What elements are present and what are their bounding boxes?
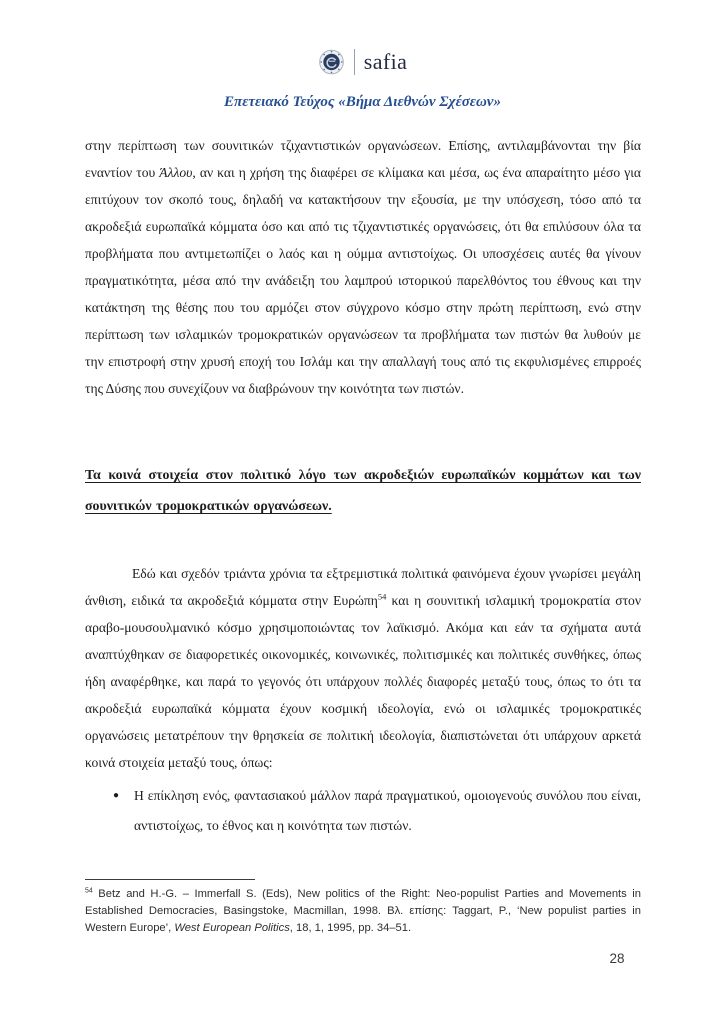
superscript-text: 54 [85, 887, 93, 895]
text-segment: στην περίπτωση των σουνιτικών τζιχαντιστικών οργανώσεων. Επίσης, αντιλαμβάνονται την βία εναντίον του [85, 138, 641, 180]
section-heading: Τα κοινά στοιχεία στον πολιτικό λόγο των ακροδεξιών ευρωπαϊκών κομμάτων και των σουνιτικών τρομοκρατικών οργανώσεων. [85, 468, 641, 514]
text-segment: Εδώ και σχεδόν τριάντα χρόνια τα εξτρεμιστικά πολιτικά φαινόμενα έχουν γνωρίσει μεγάλη άνθιση, ειδικά τα ακροδεξιά κόμματα στην Ευρώπη [85, 566, 641, 608]
footnote-text [85, 886, 641, 937]
page-number: 28 [609, 951, 625, 966]
body-paragraph-1 [85, 132, 641, 402]
safia-emblem-icon [318, 48, 345, 76]
bullet-text [134, 781, 641, 840]
logo-divider [354, 49, 355, 75]
bullet-icon: ● [113, 790, 120, 801]
text-segment: West European Politics [174, 922, 290, 934]
list-item [85, 781, 641, 840]
text-segment: και η σουνιτική ισλαμική τρομοκρατία στον αραβο-μουσουλμανικό κόσμο χρησιμοποιώντας τον λαϊκισμό. Ακόμα και εάν τα σχήματα αυτά αναπτύχθηκαν σε διαφορετικές οικονομικές, κοινωνικές, πολιτισμικές και πολιτικές συνθήκες, όπως ήδη αναφέρθηκε, και παρά το γεγονός ότι υπάρχουν πολλές διαφορές μεταξύ τους, όπως το ότι τα ακροδεξιά ευρωπαϊκά κόμματα έχουν κοσμική ιδεολογία, ενώ οι ισλαμικές τρομοκρατικές οργανώσεις μετατρέπουν την θρησκεία σε πολιτική ιδεολογία, διαπιστώνεται ότι υπάρχουν αρκετά κοινά στοιχεία μεταξύ τους, όπως: [85, 593, 641, 770]
body-paragraph-2 [85, 560, 641, 776]
text-segment: Betz and H.-G. – Immerfall S. (Eds), New politics of the Right: Neo-populist Parties and Movements in Established Democracies, Basingstoke, Macmillan, 1998. Βλ. επίσης: Taggart, P., ‘New populist parties in Western Europe’, [85, 888, 641, 934]
text-segment: , 18, 1, 1995, pp. 34–51. [289, 922, 412, 934]
document-header [0, 46, 725, 112]
footnote-area [85, 879, 641, 937]
journal-title: Επετειακό Τεύχος «Βήμα Διεθνών Σχέσεων» [224, 94, 501, 110]
safia-logo [0, 46, 725, 78]
footnote-separator [85, 879, 255, 880]
text-segment: Άλλου [159, 165, 193, 180]
safia-wordmark: safia [363, 49, 408, 74]
text-segment: Η επίκληση ενός, φαντασιακού μάλλον παρά πραγματικού, ομοιογενούς συνόλου που είναι, αντιστοίχως, το έθνος και η κοινότητα των πιστών. [134, 788, 641, 833]
superscript-text: 54 [377, 591, 387, 602]
text-segment: , αν και η χρήση της διαφέρει σε κλίμακα και μέσα, ως ένα απαραίτητο μέσο για επιτύχουν τον σκοπό τους, δηλαδή να κατακτήσουν την εξουσία, με την υπόσχεση, τόσο από τα ακροδεξιά ευρωπαϊκά κόμματα όσο και από τις τζιχαντιστικές οργανώσεις, ότι θα επιλύσουν όλα τα προβλήματα που αντιμετωπίζει ο λαός και η ούμμα αντιστοίχως. Οι υποσχέσεις αυτές θα γίνουν πραγματικότητα, μέσα από την ανάδειξη του λαμπρού ιστορικού παρελθόντος του έθνους και την κατάκτηση της θέσης που του αρμόζει στον σύγχρονο κόσμο στην πρώτη περίπτωση, ενώ στην περίπτωση των ισλαμικών τρομοκρατικών οργανώσεων τα προβλήματα των πιστών θα λυθούν με την επιστροφή στην χρυσή εποχή του Ισλάμ και την απαλλαγή τους από τις εκφυλισμένες επιρροές της Δύσης που συνεχίζουν να διαβρώνουν την κοινότητα των πιστών. [85, 165, 641, 396]
